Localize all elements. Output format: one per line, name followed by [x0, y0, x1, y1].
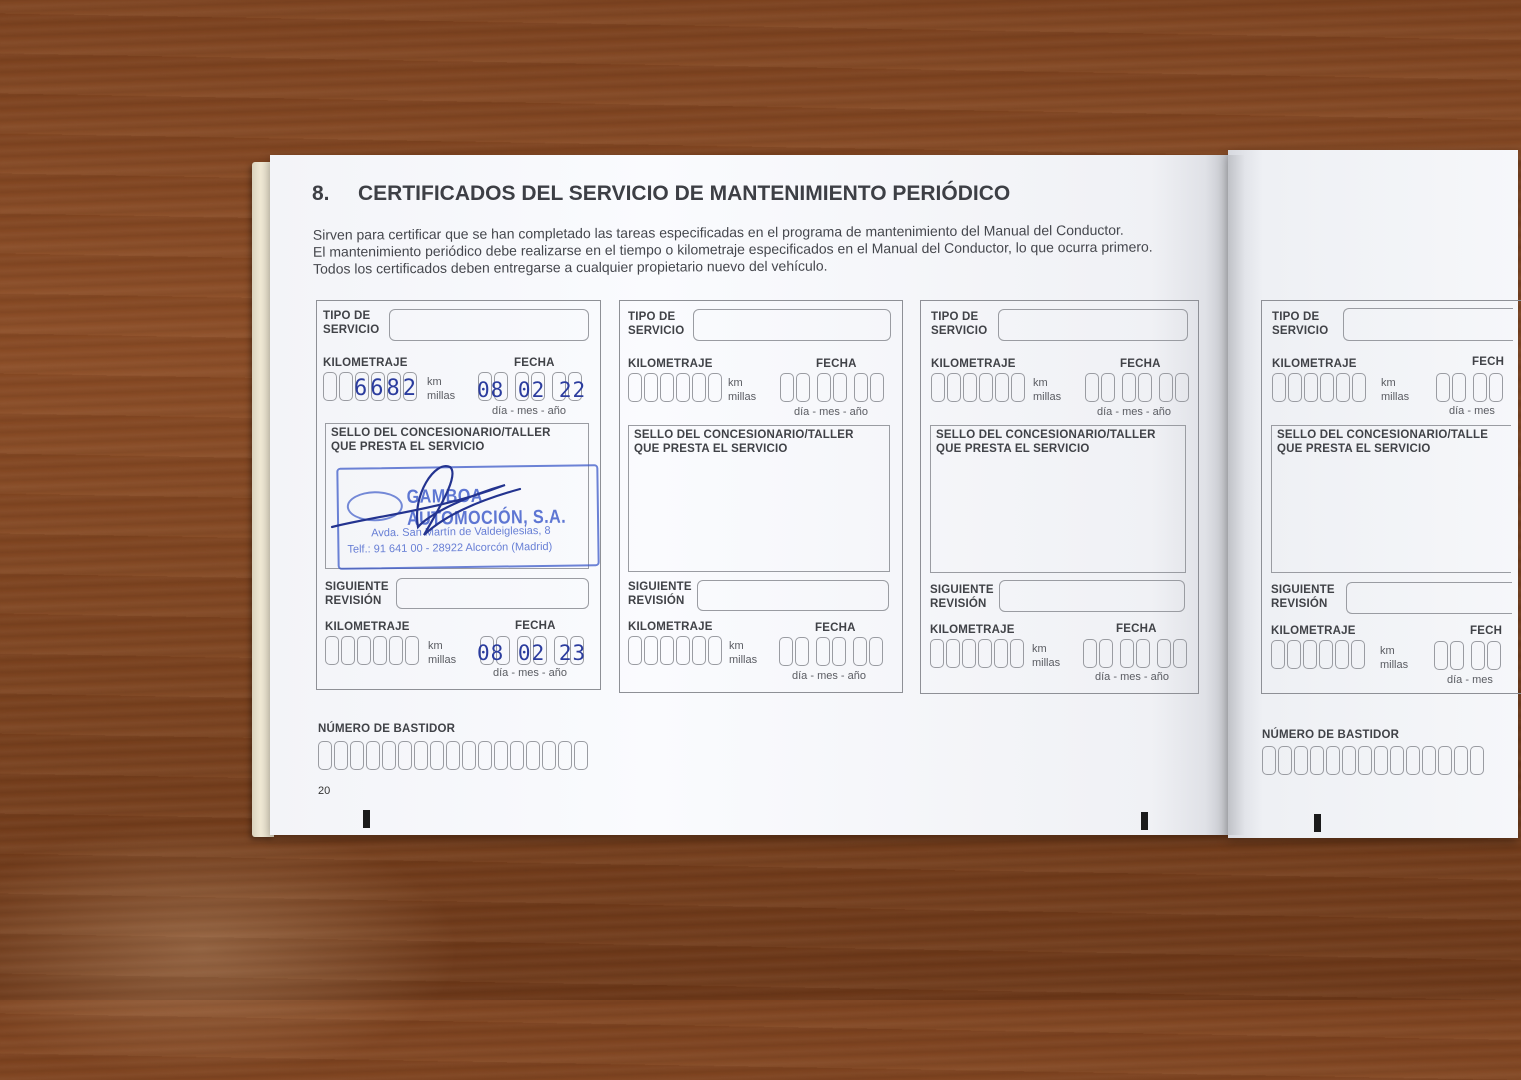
next-fecha-handwritten: 08 02 23 — [477, 641, 587, 665]
label-line: SIGUIENTE — [930, 584, 994, 596]
millas-unit: millas — [728, 391, 757, 403]
digit-cell[interactable] — [526, 741, 540, 770]
tipo-servicio-field[interactable] — [693, 309, 891, 341]
digit-cell[interactable] — [1278, 746, 1292, 775]
digit-cell[interactable] — [1422, 746, 1436, 775]
kilometraje-cells[interactable] — [1272, 373, 1368, 402]
digit-cell[interactable] — [334, 741, 348, 770]
digit-cell[interactable] — [795, 637, 809, 666]
label-line: SELLO DEL CONCESIONARIO/TALLER — [634, 429, 854, 441]
label-line: SIGUIENTE — [628, 581, 692, 593]
date-format-hint: día - mes - año — [492, 405, 566, 417]
digit-cell[interactable] — [542, 741, 556, 770]
signature-icon — [320, 455, 550, 545]
digit-cell[interactable] — [1326, 746, 1340, 775]
label-line: REVISIÓN — [1271, 598, 1328, 610]
digit-cell[interactable] — [708, 373, 722, 402]
digit-cell[interactable] — [357, 636, 371, 665]
digit-cell[interactable] — [341, 636, 355, 665]
millas-unit: millas — [1033, 391, 1062, 403]
millas-unit: millas — [428, 654, 457, 666]
km-unit: km — [1032, 643, 1047, 655]
digit-cell[interactable] — [494, 741, 508, 770]
digit-cell[interactable] — [1336, 373, 1350, 402]
fecha-cells[interactable] — [779, 637, 885, 666]
digit-cell[interactable] — [870, 373, 884, 402]
kilometraje-label: KILOMETRAJE — [930, 624, 1015, 636]
digit-cell[interactable] — [1262, 746, 1276, 775]
digit-cell[interactable] — [1374, 746, 1388, 775]
digit-cell[interactable] — [994, 639, 1008, 668]
digit-cell[interactable] — [398, 741, 412, 770]
digit-cell[interactable] — [1010, 639, 1024, 668]
digit-cell[interactable] — [366, 741, 380, 770]
vin-cells[interactable] — [1262, 746, 1486, 775]
siguiente-revision-field[interactable] — [697, 580, 889, 611]
intro-line: El mantenimiento periódico debe realizarse en el tiempo o kilometraje especificados en el Manual del Conductor, lo que ocurra primero. — [312, 238, 1153, 260]
fecha-label: FECH — [1470, 625, 1503, 637]
page-marker — [1314, 814, 1321, 832]
digit-cell[interactable] — [1304, 373, 1318, 402]
digit-cell[interactable] — [817, 373, 831, 402]
digit-cell[interactable] — [1319, 640, 1333, 669]
digit-cell[interactable] — [510, 741, 524, 770]
km-unit: km — [1381, 377, 1396, 389]
digit-cell[interactable] — [832, 637, 846, 666]
label-line: SIGUIENTE — [325, 581, 389, 593]
digit-cell[interactable] — [1175, 373, 1189, 402]
digit-cell[interactable] — [1159, 373, 1173, 402]
digit-cell[interactable] — [779, 637, 793, 666]
date-format-hint: día - mes — [1447, 674, 1493, 686]
digit-cell[interactable] — [946, 639, 960, 668]
digit-cell[interactable] — [462, 741, 476, 770]
digit-cell[interactable] — [692, 373, 706, 402]
page-marker — [1141, 812, 1148, 830]
siguiente-revision-field[interactable] — [1346, 582, 1512, 614]
intro-line: Todos los certificados deben entregarse a cualquier propietario nuevo del vehículo. — [313, 257, 828, 277]
digit-cell[interactable] — [660, 373, 674, 402]
digit-cell[interactable] — [405, 636, 419, 665]
book-gutter — [1205, 155, 1245, 835]
label-line: TIPO DE — [931, 311, 979, 323]
kilometraje-label: KILOMETRAJE — [628, 621, 713, 633]
label-line: QUE PRESTA EL SERVICIO — [936, 443, 1090, 455]
digit-cell[interactable] — [1173, 639, 1187, 668]
km-unit: km — [428, 640, 443, 652]
tipo-servicio-field[interactable] — [1343, 308, 1513, 341]
label-line: REVISIÓN — [930, 598, 987, 610]
vin-cells[interactable] — [318, 741, 590, 770]
kilometraje-label: KILOMETRAJE — [628, 358, 713, 370]
km-unit: km — [728, 377, 743, 389]
digit-cell[interactable] — [574, 741, 588, 770]
digit-cell[interactable] — [1136, 639, 1150, 668]
kilometraje-cells[interactable] — [325, 636, 421, 665]
digit-cell[interactable] — [1358, 746, 1372, 775]
digit-cell[interactable] — [350, 741, 364, 770]
digit-cell[interactable] — [389, 636, 403, 665]
tipo-servicio-field[interactable] — [389, 309, 589, 341]
label-line: SELLO DEL CONCESIONARIO/TALLER — [936, 429, 1156, 441]
digit-cell[interactable] — [660, 636, 674, 665]
digit-cell[interactable] — [995, 373, 1009, 402]
digit-cell[interactable] — [644, 373, 658, 402]
digit-cell[interactable] — [1473, 373, 1487, 402]
fecha-cells[interactable] — [1434, 641, 1503, 670]
digit-cell[interactable] — [1138, 373, 1152, 402]
label-line: TIPO DE — [1272, 311, 1320, 323]
digit-cell[interactable] — [318, 741, 332, 770]
label-line: TIPO DE — [323, 310, 371, 322]
digit-cell[interactable] — [947, 373, 961, 402]
fecha-label: FECHA — [1116, 623, 1157, 635]
digit-cell[interactable] — [446, 741, 460, 770]
stamp-dealer-name: GAMBOA AUTOMOCIÓN, S.A. — [406, 485, 567, 530]
section-title — [312, 182, 1010, 206]
digit-cell[interactable] — [1487, 641, 1501, 670]
kilometraje-handwritten: 6682 — [354, 376, 419, 401]
millas-unit: millas — [1381, 391, 1410, 403]
fecha-cells[interactable] — [1083, 639, 1189, 668]
digit-cell[interactable] — [1438, 746, 1452, 775]
fecha-label: FECHA — [515, 620, 556, 632]
fecha-label: FECH — [1472, 356, 1505, 368]
digit-cell[interactable] — [1489, 373, 1503, 402]
fecha-label: FECHA — [816, 358, 857, 370]
sello-label — [331, 426, 551, 454]
digit-cell[interactable] — [796, 373, 810, 402]
digit-cell[interactable] — [1342, 746, 1356, 775]
millas-unit: millas — [1032, 657, 1061, 669]
digit-cell[interactable] — [1436, 373, 1450, 402]
digit-cell[interactable] — [1099, 639, 1113, 668]
kilometraje-label: KILOMETRAJE — [1272, 358, 1357, 370]
fecha-label: FECHA — [815, 622, 856, 634]
digit-cell[interactable] — [1120, 639, 1134, 668]
date-format-hint: día - mes - año — [1097, 406, 1171, 418]
section-title-text: CERTIFICADOS DEL SERVICIO DE MANTENIMIENTO PERIÓDICO — [358, 182, 1011, 205]
km-unit: km — [1033, 377, 1048, 389]
kilometraje-label: KILOMETRAJE — [323, 357, 408, 369]
digit-cell[interactable] — [478, 741, 492, 770]
sello-label — [1277, 428, 1488, 456]
digit-cell[interactable] — [1310, 746, 1324, 775]
digit-cell[interactable] — [1390, 746, 1404, 775]
digit-cell[interactable] — [708, 636, 722, 665]
km-unit: km — [729, 640, 744, 652]
kilometraje-label: KILOMETRAJE — [931, 358, 1016, 370]
digit-cell[interactable] — [628, 636, 642, 665]
digit-cell[interactable] — [1083, 639, 1097, 668]
digit-cell[interactable] — [1450, 641, 1464, 670]
kilometraje-label: KILOMETRAJE — [1271, 625, 1356, 637]
tipo-servicio-field[interactable] — [998, 309, 1188, 341]
tipo-servicio-label — [1272, 310, 1328, 338]
siguiente-revision-label — [930, 583, 994, 611]
digit-cell[interactable] — [963, 373, 977, 402]
km-unit: km — [1380, 645, 1395, 657]
digit-cell[interactable] — [1287, 640, 1301, 669]
digit-cell[interactable] — [1320, 373, 1334, 402]
km-unit: km — [427, 376, 442, 388]
kilometraje-cells[interactable] — [1271, 640, 1367, 669]
label-line: SERVICIO — [323, 324, 380, 336]
fecha-label: FECHA — [514, 357, 555, 369]
digit-cell[interactable] — [1434, 641, 1448, 670]
digit-cell[interactable] — [676, 636, 690, 665]
label-line: SERVICIO — [628, 325, 685, 337]
fecha-cells[interactable] — [780, 373, 886, 402]
label-line: TIPO DE — [628, 311, 676, 323]
siguiente-revision-field[interactable] — [999, 580, 1185, 612]
siguiente-revision-label — [628, 580, 692, 608]
millas-unit: millas — [1380, 659, 1409, 671]
stamp-phone: Telf.: 91 641 00 - 28922 Alcorcón (Madrid) — [347, 540, 553, 556]
light-glare — [0, 820, 460, 1080]
page-marker — [363, 810, 370, 828]
digit-cell[interactable] — [1272, 373, 1286, 402]
tipo-servicio-label — [931, 310, 987, 338]
digit-cell[interactable] — [1271, 640, 1285, 669]
digit-cell[interactable] — [1122, 373, 1136, 402]
tipo-servicio-label — [323, 309, 379, 337]
page-number: 20 — [318, 785, 331, 797]
digit-cell[interactable] — [1452, 373, 1466, 402]
digit-cell[interactable] — [853, 637, 867, 666]
digit-cell[interactable] — [1294, 746, 1308, 775]
digit-cell[interactable] — [373, 636, 387, 665]
label-line: QUE PRESTA EL SERVICIO — [1277, 443, 1431, 455]
kilometraje-label: KILOMETRAJE — [325, 621, 410, 633]
digit-cell[interactable] — [931, 373, 945, 402]
digit-cell[interactable] — [816, 637, 830, 666]
kilometraje-cells[interactable] — [628, 373, 724, 402]
digit-cell[interactable] — [1406, 746, 1420, 775]
fecha-handwritten: 08 02 22 — [477, 378, 587, 402]
digit-cell[interactable] — [1454, 746, 1468, 775]
digit-cell[interactable] — [692, 636, 706, 665]
digit-cell[interactable] — [1288, 373, 1302, 402]
tipo-servicio-label — [628, 310, 684, 338]
digit-cell[interactable] — [979, 373, 993, 402]
digit-cell[interactable] — [930, 639, 944, 668]
kilometraje-cells[interactable] — [628, 636, 724, 665]
vin-label: NÚMERO DE BASTIDOR — [1262, 729, 1400, 741]
digit-cell[interactable] — [339, 372, 353, 401]
label-line: QUE PRESTA EL SERVICIO — [331, 441, 485, 453]
digit-cell[interactable] — [1157, 639, 1171, 668]
fecha-cells[interactable] — [1436, 373, 1505, 402]
stamp-address: Avda. San Martín de Valdeiglesias, 8 — [371, 524, 551, 540]
digit-cell[interactable] — [978, 639, 992, 668]
intro-line: Sirven para certificar que se han completado las tareas especificadas en el programa de mantenimiento del Manual del Conductor. — [312, 221, 1124, 243]
digit-cell[interactable] — [382, 741, 396, 770]
date-format-hint: día - mes - año — [493, 667, 567, 679]
label-line: SELLO DEL CONCESIONARIO/TALLE — [1277, 429, 1489, 441]
label-line: SELLO DEL CONCESIONARIO/TALLER — [331, 427, 551, 439]
label-line: SIGUIENTE — [1271, 584, 1335, 596]
digit-cell[interactable] — [854, 373, 868, 402]
label-line: REVISIÓN — [628, 595, 685, 607]
digit-cell[interactable] — [325, 636, 339, 665]
section-number: 8. — [312, 182, 330, 205]
fecha-cells[interactable] — [1085, 373, 1191, 402]
fecha-label: FECHA — [1120, 358, 1161, 370]
digit-cell[interactable] — [430, 741, 444, 770]
date-format-hint: día - mes - año — [794, 406, 868, 418]
millas-unit: millas — [729, 654, 758, 666]
sello-label — [936, 428, 1156, 456]
digit-cell[interactable] — [1085, 373, 1099, 402]
date-format-hint: día - mes — [1449, 405, 1495, 417]
digit-cell[interactable] — [833, 373, 847, 402]
label-line: QUE PRESTA EL SERVICIO — [634, 443, 788, 455]
label-line: REVISIÓN — [325, 595, 382, 607]
digit-cell[interactable] — [1303, 640, 1317, 669]
date-format-hint: día - mes - año — [792, 670, 866, 682]
digit-cell[interactable] — [1011, 373, 1025, 402]
digit-cell[interactable] — [628, 373, 642, 402]
sello-label — [634, 428, 854, 456]
digit-cell[interactable] — [676, 373, 690, 402]
digit-cell[interactable] — [1101, 373, 1115, 402]
digit-cell[interactable] — [869, 637, 883, 666]
digit-cell[interactable] — [558, 741, 572, 770]
date-format-hint: día - mes - año — [1095, 671, 1169, 683]
vin-label: NÚMERO DE BASTIDOR — [318, 723, 456, 735]
digit-cell[interactable] — [780, 373, 794, 402]
siguiente-revision-field[interactable] — [396, 578, 589, 609]
digit-cell[interactable] — [1335, 640, 1349, 669]
intro-text — [313, 221, 1201, 277]
digit-cell[interactable] — [1352, 373, 1366, 402]
digit-cell[interactable] — [644, 636, 658, 665]
siguiente-revision-label — [1271, 583, 1335, 611]
digit-cell[interactable] — [414, 741, 428, 770]
digit-cell[interactable] — [1351, 640, 1365, 669]
kilometraje-cells[interactable] — [930, 639, 1026, 668]
digit-cell[interactable] — [962, 639, 976, 668]
kilometraje-cells[interactable] — [931, 373, 1027, 402]
millas-unit: millas — [427, 390, 456, 402]
digit-cell[interactable] — [1471, 641, 1485, 670]
label-line: SERVICIO — [1272, 325, 1329, 337]
digit-cell[interactable] — [1470, 746, 1484, 775]
siguiente-revision-label — [325, 580, 389, 608]
digit-cell[interactable] — [323, 372, 337, 401]
label-line: SERVICIO — [931, 325, 988, 337]
